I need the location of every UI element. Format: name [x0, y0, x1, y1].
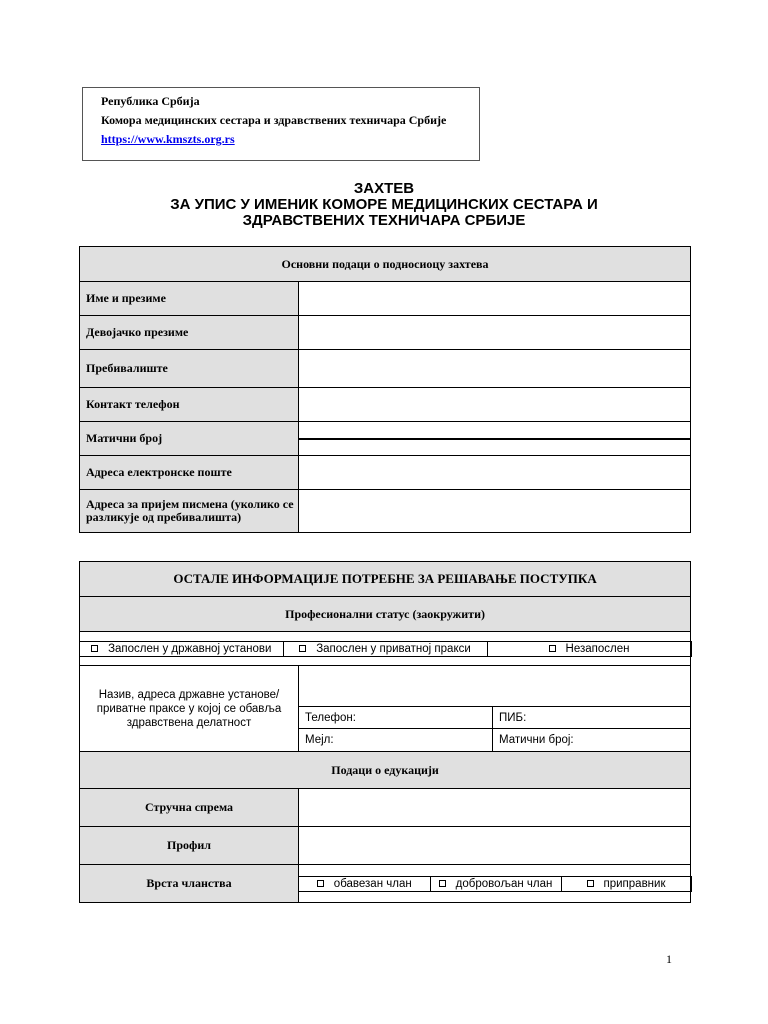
label-institution-email[interactable]: Мејл: [299, 729, 493, 752]
label-residence: Пребивалиште [80, 350, 299, 388]
status-options [80, 641, 692, 657]
field-mailing-address[interactable] [299, 490, 691, 533]
membership-options [299, 876, 692, 892]
jmbg-digit-box[interactable] [419, 438, 449, 439]
applicant-heading: Основни подаци о подносиоцу захтева [80, 247, 691, 282]
label-pib[interactable]: ПИБ: [493, 707, 691, 729]
jmbg-digit-box[interactable] [539, 438, 569, 439]
status-heading: Професионални статус (заокружити) [80, 597, 691, 632]
jmbg-digit-box[interactable] [659, 438, 689, 439]
document-subtitle-1: ЗА УПИС У ИМЕНИК КОМОРЕ МЕДИЦИНСКИХ СЕСТАРА И [170, 196, 598, 213]
jmbg-digit-box[interactable] [449, 438, 479, 439]
jmbg-digit-boxes [299, 438, 690, 440]
label-phone: Контакт телефон [80, 388, 299, 422]
field-email[interactable] [299, 456, 691, 490]
checkbox-icon[interactable] [317, 880, 324, 887]
membership-option-mandatory[interactable]: обавезан члан [299, 876, 430, 891]
header-box [82, 87, 480, 161]
field-phone[interactable] [299, 388, 691, 422]
label-email: Адреса електронске поште [80, 456, 299, 490]
status-option-unemployed[interactable]: Незапослен [487, 641, 691, 656]
education-heading: Подаци о едукацији [80, 752, 691, 789]
field-jmbg[interactable] [299, 422, 691, 456]
page-number: 1 [666, 952, 672, 966]
status-option-state[interactable]: Запослен у државној установи [80, 641, 283, 656]
jmbg-digit-box[interactable] [479, 438, 509, 439]
label-profile: Профил [80, 827, 299, 865]
field-full-name[interactable] [299, 282, 691, 316]
jmbg-digit-box[interactable] [329, 438, 359, 439]
field-institution[interactable] [299, 666, 691, 707]
checkbox-icon[interactable] [587, 880, 594, 887]
jmbg-digit-box[interactable] [299, 438, 329, 439]
jmbg-digit-box[interactable] [599, 438, 629, 439]
label-membership: Врста чланства [80, 865, 299, 903]
field-profile[interactable] [299, 827, 691, 865]
checkbox-icon[interactable] [299, 645, 306, 652]
label-full-name: Име и презиме [80, 282, 299, 316]
membership-option-trainee[interactable]: приправник [561, 876, 691, 891]
applicant-table [79, 246, 691, 533]
checkbox-icon[interactable] [549, 645, 556, 652]
jmbg-digit-box[interactable] [359, 438, 389, 439]
checkbox-icon[interactable] [439, 880, 446, 887]
jmbg-digit-box[interactable] [629, 438, 659, 439]
label-qualification: Стручна спрема [80, 789, 299, 827]
jmbg-digit-box[interactable] [509, 438, 539, 439]
other-info-table [79, 561, 691, 903]
label-jmbg: Матични број [80, 422, 299, 456]
label-mailing-address: Адреса за пријем писмена (уколико се разликује од пребивалишта) [80, 490, 299, 533]
field-residence[interactable] [299, 350, 691, 388]
institution-label: Назив, адреса државне установе/приватне праксе у којој се обавља здравствена делатност [80, 666, 299, 752]
header-republic: Република Србија [101, 94, 200, 108]
field-maiden-name[interactable] [299, 316, 691, 350]
document-title: ЗАХТЕВ [353, 180, 415, 197]
label-reg-number[interactable]: Матични број: [493, 729, 691, 752]
membership-option-voluntary[interactable]: добровољан члан [430, 876, 561, 891]
checkbox-icon[interactable] [91, 645, 98, 652]
status-option-private[interactable]: Запослен у приватној пракси [283, 641, 487, 656]
document-subtitle-2: ЗДРАВСТВЕНИХ ТЕХНИЧАРА СРБИЈЕ [242, 212, 526, 229]
field-qualification[interactable] [299, 789, 691, 827]
other-info-heading: ОСТАЛЕ ИНФОРМАЦИЈЕ ПОТРЕБНЕ ЗА РЕШАВАЊЕ ПОСТУПКА [80, 562, 691, 597]
jmbg-digit-box[interactable] [389, 438, 419, 439]
header-chamber: Комора медицинских сестара и здравствених техничара Србије [101, 113, 447, 127]
jmbg-digit-box[interactable] [569, 438, 599, 439]
header-link[interactable]: https://www.kmszts.org.rs [101, 132, 235, 146]
label-maiden-name: Девојачко презиме [80, 316, 299, 350]
label-institution-phone[interactable]: Телефон: [299, 707, 493, 729]
